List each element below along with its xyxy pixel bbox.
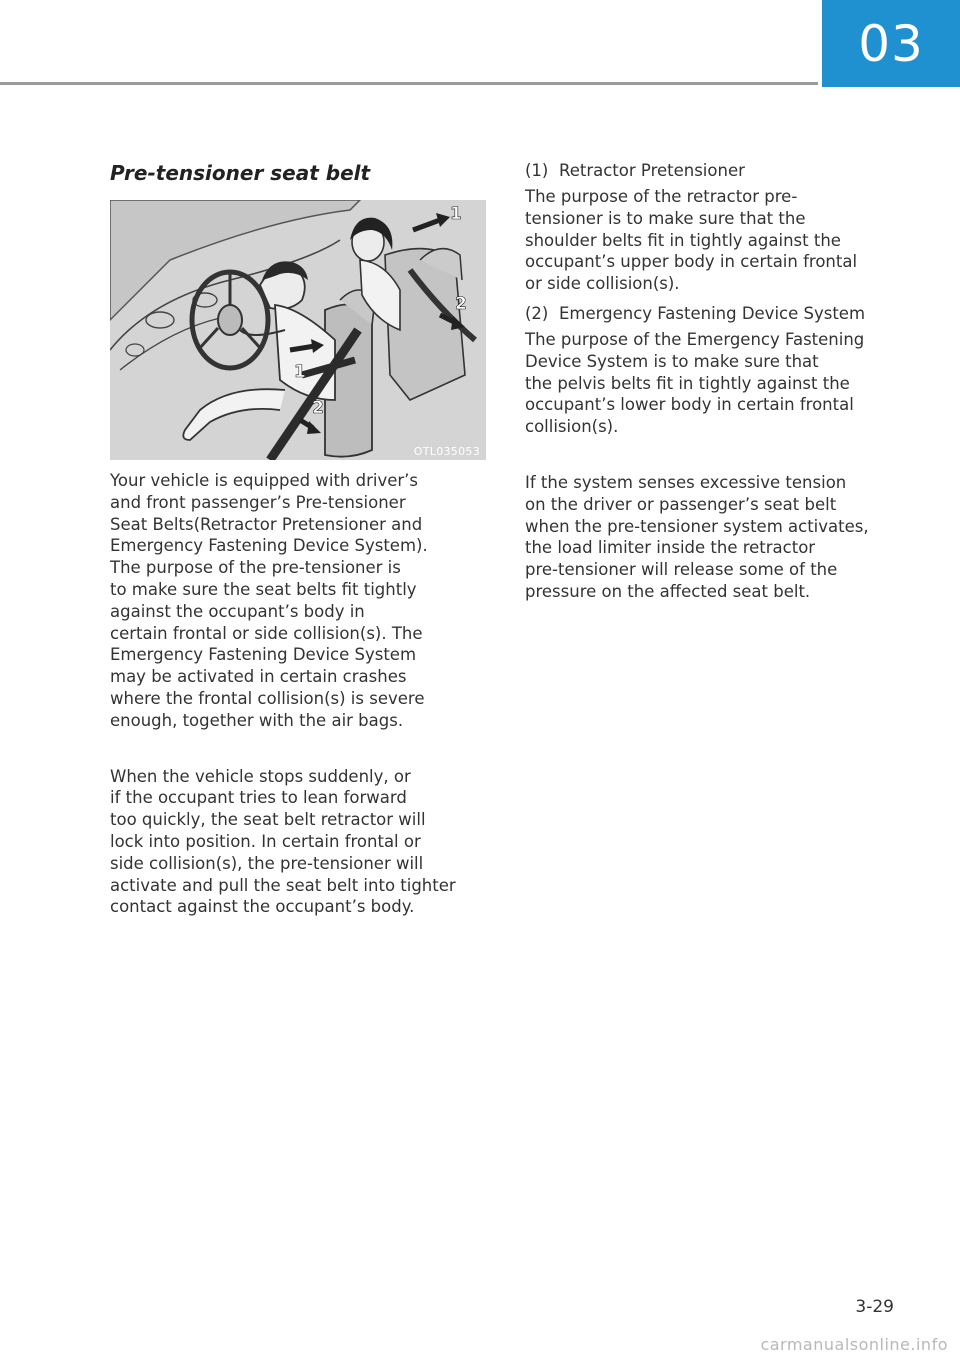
figure-label-2-driver: 2	[312, 398, 324, 418]
left-column	[110, 158, 490, 918]
item-2-title: Emergency Fastening Device System	[559, 303, 866, 323]
figure-label-2-right: 2	[455, 294, 467, 314]
item-2-body: The purpose of the Emergency Fastening Device System is to make sure that the pelvis belts fit in tightly against the occupant’s lower body in certain frontal collision(s).	[525, 329, 865, 437]
page-number: 3-29	[855, 1297, 894, 1317]
item-1-title: Retractor Pretensioner	[559, 161, 745, 180]
operation-paragraph: When the vehicle stops suddenly, or if the occupant tries to lean forward too quickly, the seat belt retractor will lock into position. In certain frontal or side collision(s), the pre-tensioner will activate and pull the seat belt into tighter contact against the occupant’s body.	[110, 766, 456, 917]
item-1-heading	[525, 160, 910, 182]
seatbelt-illustration	[110, 200, 486, 460]
header-rule	[0, 82, 818, 85]
item-1-body: The purpose of the retractor pre- tensioner is to make sure that the shoulder belts fit in tightly against the occupant’s upper body in certain frontal or side collision(s).	[525, 187, 858, 294]
intro-paragraph: Your vehicle is equipped with driver’s and front passenger’s Pre-tensioner Seat Belts(Retractor Pretensioner and Emergency Fastening Device System). The purpose of the pre-tensioner is to make sure the seat belts fit tightly against the occupant’s body in certain frontal or side collision(s). The Emergency Fastening Device System may be activated in certain crashes where the frontal collision(s) is severe enough, together with the air bags.	[110, 471, 428, 730]
section-title: Pre-tensioner seat belt	[110, 161, 371, 185]
figure-label-1-top: 1	[450, 204, 462, 224]
item-2-number: (2)	[525, 303, 549, 323]
figure-code: OTL035053	[413, 445, 480, 458]
item-1-number: (1)	[525, 161, 549, 180]
illustration-drawing	[110, 200, 486, 460]
chapter-tab: 03	[822, 0, 960, 87]
figure-label-1-driver: 1	[294, 362, 306, 382]
watermark: carmanualsonline.info	[760, 1335, 948, 1354]
load-limiter-paragraph: If the system senses excessive tension on the driver or passenger’s seat belt when the pre-tensioner system activates, the load limiter inside the retractor pre-tensioner will release some of the pressure on the affected seat belt.	[525, 472, 869, 601]
item-2-heading	[525, 303, 910, 325]
right-column	[525, 160, 910, 603]
